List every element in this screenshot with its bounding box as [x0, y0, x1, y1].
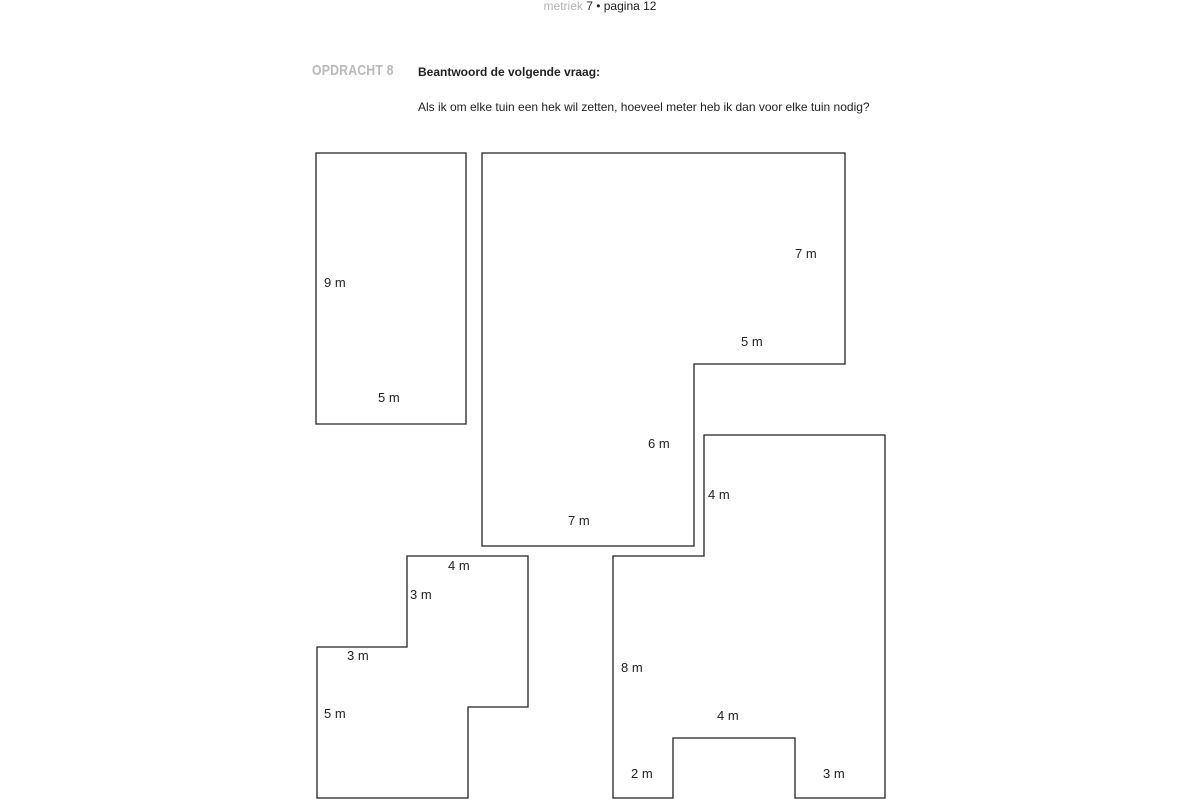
exercise-number: OPDRACHT 8 [312, 62, 394, 79]
rectangle-garden-height-label: 9 m [324, 275, 346, 290]
staircase-garden-riser-label: 3 m [410, 587, 432, 602]
staircase-garden-left-label: 5 m [324, 706, 346, 721]
u-shaped-garden-notch-label: 4 m [717, 708, 739, 723]
exercise-instruction: Beantwoord de volgende vraag: [418, 65, 601, 79]
staircase-garden-step-label: 3 m [347, 648, 369, 663]
l-shaped-garden-right-label: 7 m [795, 246, 817, 261]
staircase-garden [317, 556, 528, 798]
l-shaped-garden-outline [482, 153, 845, 546]
l-shaped-garden-inner-label: 6 m [648, 436, 670, 451]
u-shaped-garden-right-foot-label: 3 m [823, 766, 845, 781]
u-shaped-garden-outline [613, 435, 885, 798]
exercise-question: Als ik om elke tuin een hek wil zetten, hoeveel meter heb ik dan voor elke tuin nodig? [418, 100, 870, 114]
l-shaped-garden-bottom-label: 7 m [568, 513, 590, 528]
u-shaped-garden [613, 435, 885, 798]
rectangle-garden [316, 153, 466, 424]
l-shaped-garden [482, 153, 845, 546]
staircase-garden-top-label: 4 m [448, 558, 470, 573]
header-series: metriek [543, 0, 583, 13]
u-shaped-garden-left-label: 8 m [621, 660, 643, 675]
l-shaped-garden-step-label: 5 m [741, 334, 763, 349]
u-shaped-garden-top-step-label: 4 m [708, 487, 730, 502]
u-shaped-garden-left-foot-label: 2 m [631, 766, 653, 781]
header-page: 7 • pagina 12 [582, 0, 657, 13]
rectangle-garden-width-label: 5 m [378, 390, 400, 405]
